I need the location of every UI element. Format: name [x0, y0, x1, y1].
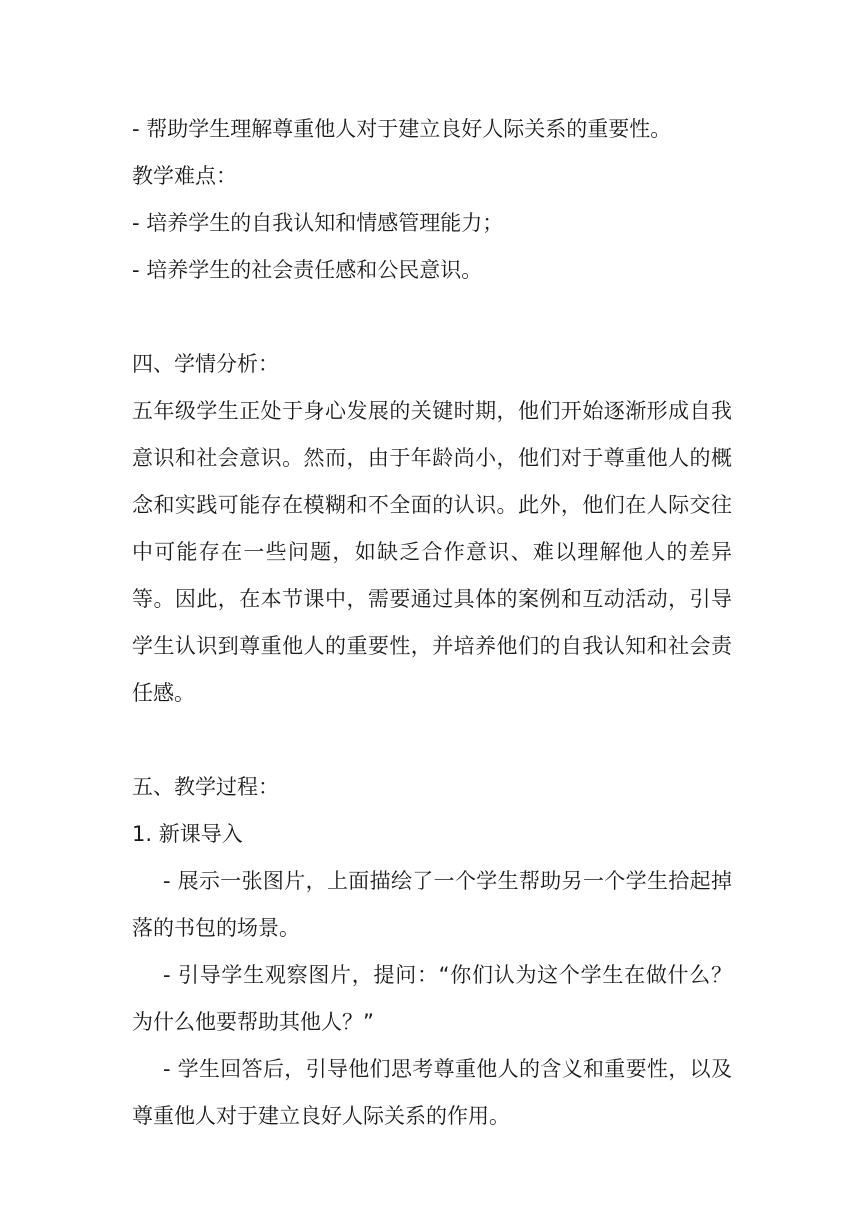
step-item: - 展示一张图片，上面描绘了一个学生帮助另一个学生拾起掉落的书包的场景。	[132, 869, 732, 940]
section-heading-process: 五、教学过程：	[132, 775, 279, 799]
document-body	[132, 106, 732, 1140]
difficulty-item: - 培养学生的社会责任感和公民意识。	[132, 258, 483, 282]
section-heading-analysis: 四、学情分析：	[132, 352, 279, 376]
step-item: - 学生回答后，引导他们思考尊重他人的含义和重要性，以及尊重他人对于建立良好人际关系的作用。	[132, 1057, 732, 1128]
objective-item: - 帮助学生理解尊重他人对于建立良好人际关系的重要性。	[132, 117, 672, 141]
analysis-paragraph: 五年级学生正处于身心发展的关键时期，他们开始逐渐形成自我意识和社会意识。然而，由于年龄尚小，他们对于尊重他人的概念和实践可能存在模糊和不全面的认识。此外，他们在人际交往中可能存在一些问题，如缺乏合作意识、难以理解他人的差异等。因此，在本节课中，需要通过具体的案例和互动活动，引导学生认识到尊重他人的重要性，并培养他们的自我认知和社会责任感。	[132, 399, 732, 705]
spacer	[132, 717, 732, 764]
difficulty-item: - 培养学生的自我认知和情感管理能力；	[132, 211, 504, 235]
difficulty-heading: 教学难点：	[132, 164, 237, 188]
step-title: 1. 新课导入	[132, 822, 243, 846]
step-item: - 引导学生观察图片，提问：“你们认为这个学生在做什么？为什么他要帮助其他人？”	[132, 963, 732, 1034]
spacer	[132, 294, 732, 341]
